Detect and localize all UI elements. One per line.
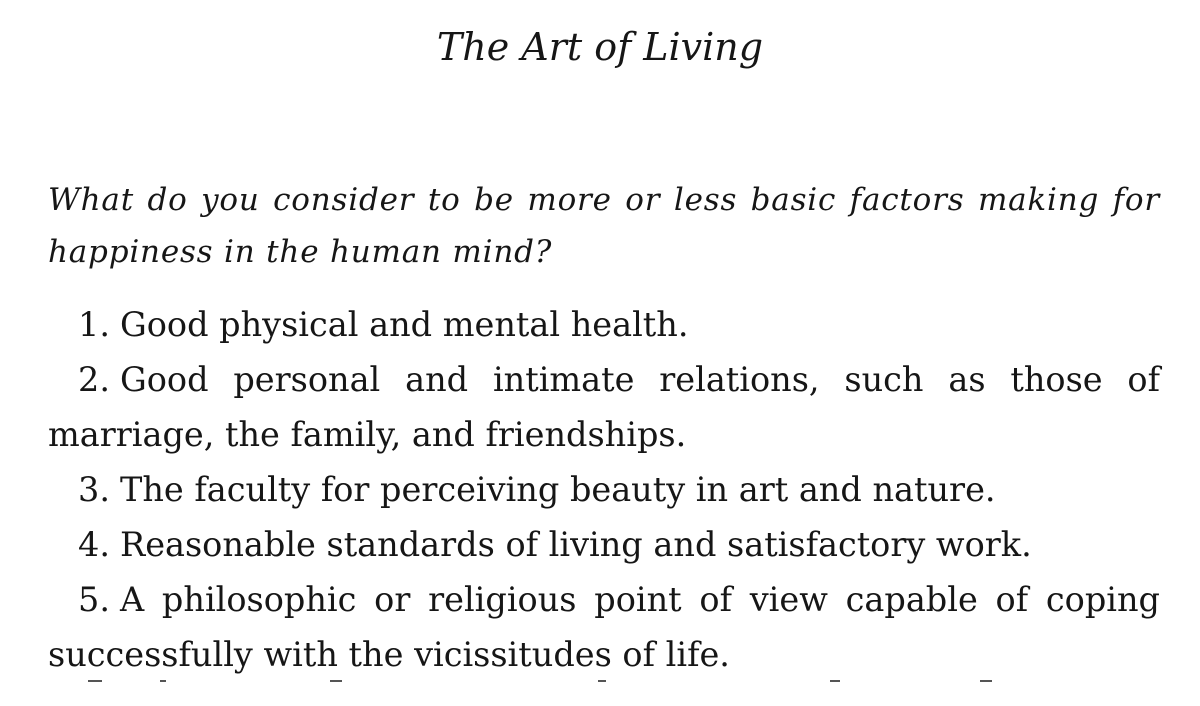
- item-text: Good physical and mental health.: [119, 305, 689, 344]
- item-text: Reasonable standards of living and satisfactory work.: [119, 525, 1032, 564]
- text-fragment: [980, 680, 992, 682]
- list-item: [48, 572, 1160, 682]
- text-fragment: [88, 680, 102, 682]
- question-text: What do you consider to be more or less basic factors making for happiness in the human mind?: [48, 182, 1160, 270]
- text-fragment: [598, 680, 606, 682]
- item-number: 2.: [78, 360, 110, 399]
- running-title: The Art of Living: [436, 25, 764, 69]
- item-number: 1.: [78, 305, 110, 344]
- cut-off-next-line: [0, 680, 1200, 684]
- item-text: A philosophic or religious point of view capable of coping successfully with the vicissitudes of life.: [48, 580, 1160, 674]
- text-fragment: [330, 680, 342, 682]
- text-fragment: [160, 680, 166, 682]
- list-item: [48, 352, 1160, 462]
- text-fragment: [830, 680, 840, 682]
- item-number: 5.: [78, 580, 110, 619]
- list-item: [48, 297, 1160, 352]
- answer-list: [48, 297, 1160, 682]
- list-item: [48, 517, 1160, 572]
- list-item: [48, 462, 1160, 517]
- item-text: The faculty for perceiving beauty in art and nature.: [119, 470, 996, 509]
- item-text: Good personal and intimate relations, such as those of marriage, the family, and friendships.: [48, 360, 1160, 454]
- item-number: 4.: [78, 525, 110, 564]
- item-number: 3.: [78, 470, 110, 509]
